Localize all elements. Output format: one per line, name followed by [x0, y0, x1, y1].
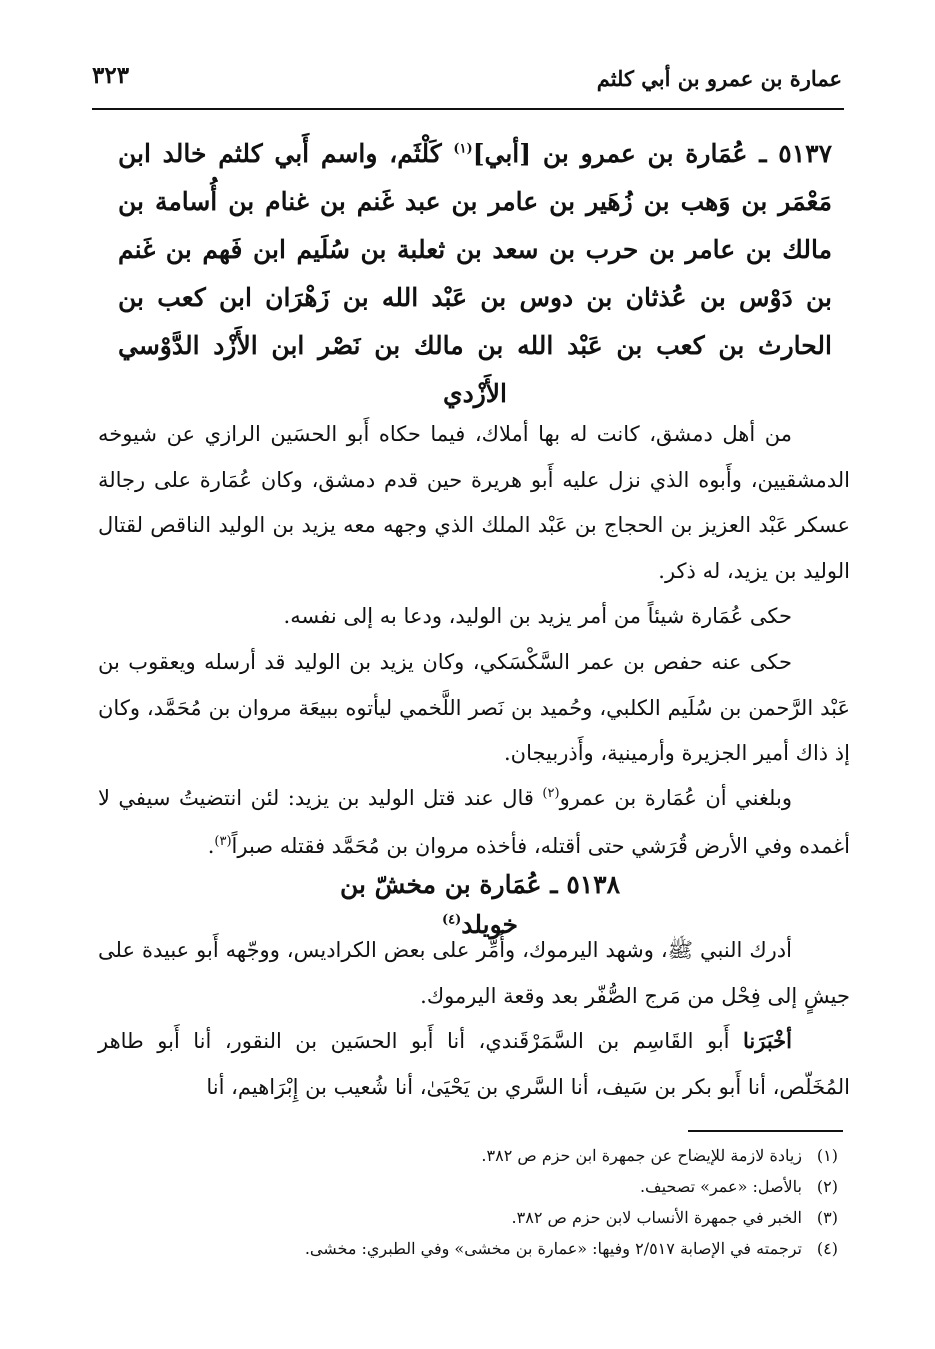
- paragraph-text: .: [207, 834, 215, 858]
- footnote-rule: [688, 1130, 843, 1132]
- paragraph-text: قال عند قتل الوليد بن يزيد: لئن انتضيتُ سيفي لا أغمده وفي الأرض قُرَشي حتى أقتله، فأخذه مروان بن مُحَمَّد فقتله صبراً: [98, 786, 850, 858]
- footnote-text: بالأصل: «عمر» تصحيف.: [639, 1177, 802, 1196]
- paragraph: من أهل دمشق، كانت له بها أملاك، فيما حكاه أَبو الحسَين الرازي عن شيوخه الدمشقيين، وأَبوه الذي نزل عليه أَبو هريرة حين قدم دمشق، وكان عُمَارة على رجالة عسكر عَبْد العزيز بن الحجاج بن عَبْد الملك الذي وجهه معه يزيد بن الوليد الناقص لقتال الوليد بن يزيد، له ذكر.: [98, 422, 850, 583]
- entry-title-genealogy: كَلْثَم، واسم أَبي كلثم خالد ابن مَعْمَر بن وَهب بن زُهَير بن عامر بن عبد غَنم بن غنام بن أُسامة بن مالك بن عامر بن حرب بن سعد بن ثعلبة بن سُلَيم ابن فَهم بن غَنم بن دَوْس بن عُذثان بن دوس بن عَبْد الله بن زَهْرَان ابن كعب بن الحارث بن كعب بن عَبْد الله بن مالك بن نَصْر ابن الأَزْد الدَّوْسي الأَزْدي: [118, 139, 832, 408]
- footnote-ref-2: (٢): [542, 786, 560, 801]
- isnad-text: أَبو القَاسِم بن السَّمَرْقَندي، أنا أَبو الحسَين بن النقور، أنا أَبو طاهر المُخَلّص، أنا أَبو بكر بن سَيف، أنا السَّري بن يَحْيَىٰ، أنا شُعيب بن إِبْرَاهيم، أنا: [98, 1029, 850, 1099]
- paragraph: حكى عُمَارة شيئاً من أمر يزيد بن الوليد، ودعا به إلى نفسه.: [283, 604, 792, 628]
- paragraph-text: وبلغني أن عُمَارة بن عمرو: [559, 786, 792, 810]
- entry-title-text: ٥١٣٨ ـ عُمَارة بن مخشّ بن خويلد: [339, 870, 621, 939]
- footnote-item: [98, 1202, 838, 1233]
- footnote-number: (٤): [816, 1239, 838, 1258]
- paragraph: أدرك النبي ﷺ، وشهد اليرموك، وأُمِّر على بعض الكراديس، ووجّهه أَبو عبيدة على جيشٍ إلى فِحْل من مَرج الصُّفّر بعد وقعة اليرموك.: [98, 938, 850, 1008]
- footnote-text: زيادة لازمة للإيضاح عن جمهرة ابن حزم ص ٣٨٢.: [481, 1146, 802, 1165]
- footnotes: [98, 1140, 838, 1264]
- running-title: عمارة بن عمرو بن أبي كلثم: [596, 66, 842, 91]
- footnote-ref-1: (١): [453, 141, 473, 157]
- entry-title-5137: [118, 130, 832, 418]
- footnote-item: [98, 1233, 838, 1264]
- footnote-number: (٢): [816, 1177, 838, 1196]
- entry-title-text: ٥١٣٧ ـ عُمَارة بن عمرو بن [أبي]: [472, 139, 832, 168]
- footnote-ref-4: (٤): [441, 912, 462, 928]
- footnote-text: الخبر في جمهرة الأنساب لابن حزم ص ٣٨٢.: [511, 1208, 802, 1227]
- header-rule: [92, 108, 844, 110]
- page-header: [92, 58, 842, 108]
- footnote-number: (١): [816, 1146, 838, 1165]
- footnote-item: [98, 1171, 838, 1202]
- footnote-number: (٣): [816, 1208, 838, 1227]
- paragraph: حكى عنه حفص بن عمر السَّكْسَكي، وكان يزيد بن الوليد قد أرسله ويعقوب بن عَبْد الرَّحمن بن سُلَيم الكلبي، وحُميد بن نَصر اللَّخمي ليأتوه ببيعَة مروان بن مُحَمَّد، وكان إذ ذاك أمير الجزيرة وأرمينية، وأَذربيجان.: [98, 650, 850, 765]
- isnad-lead: أخْبَرَنا: [743, 1028, 792, 1053]
- footnote-item: [98, 1140, 838, 1171]
- page-number: ٣٢٣: [92, 62, 130, 89]
- footnote-text: ترجمته في الإصابة ٢/٥١٧ وفيها: «عمارة بن مخشى» وفي الطبري: مخشى.: [304, 1239, 802, 1258]
- footnote-ref-3: (٣): [214, 834, 232, 849]
- isnad-paragraph: [98, 1018, 850, 1110]
- paragraph: [98, 774, 850, 870]
